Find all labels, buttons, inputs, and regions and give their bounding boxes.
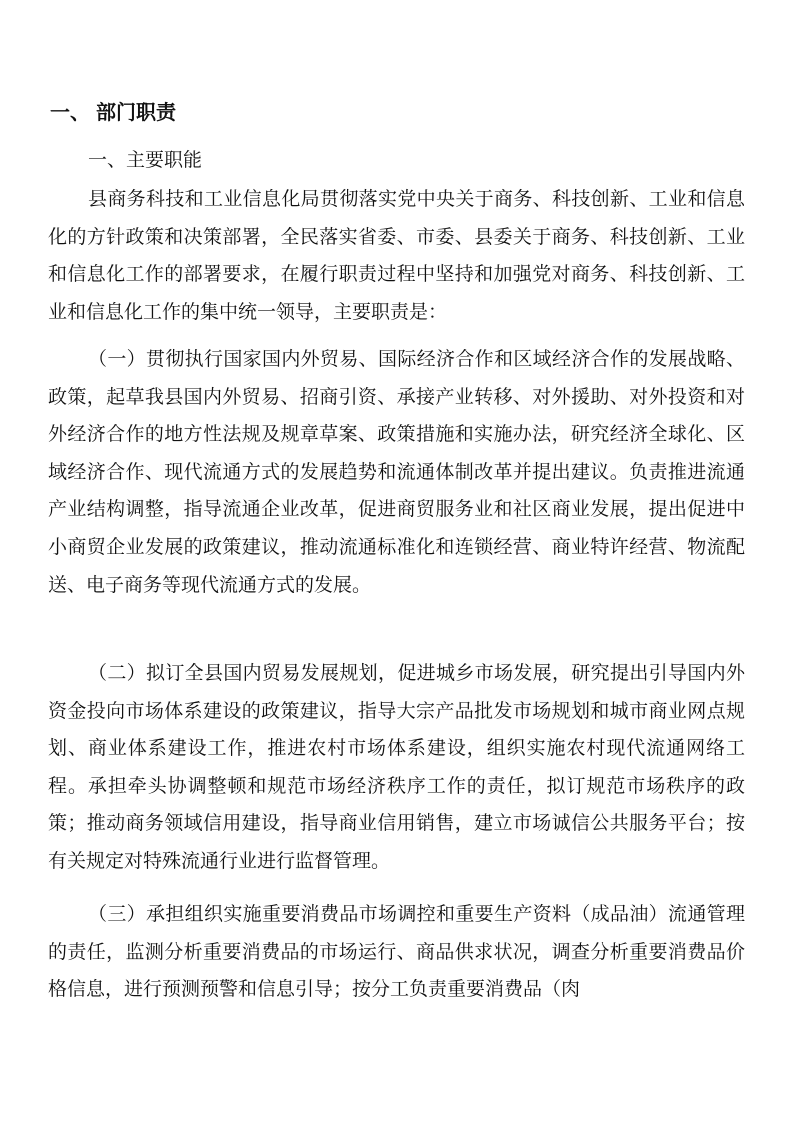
duty-paragraph-3: （三）承担组织实施重要消费品市场调控和重要生产资料（成品油）流通管理的责任，监测分析重要消费品的市场运行、商品供求状况，调查分析重要消费品价格信息，进行预测预警和信息引导；按分工负责重要消费品（肉 (48, 903, 745, 1001)
section-title: 部门职责 (96, 100, 176, 124)
section-heading (50, 98, 176, 126)
section-number: 一、 (50, 100, 90, 124)
duty-paragraph-2: （二）拟订全县国内贸易发展规划，促进城乡市场发展，研究提出引导国内外资金投向市场体系建设的政策建议，指导大宗产品批发市场规划和城市商业网点规划、商业体系建设工作，推进农村市场体系建设，组织实施农村现代流通网络工程。承担牵头协调整顿和规范市场经济秩序工作的责任，拟订规范市场秩序的政策；推动商务领域信用建设，指导商业信用销售，建立市场诚信公共服务平台；按有关规定对特殊流通行业进行监督管理。 (48, 662, 745, 872)
subsection-heading: 一、主要职能 (88, 149, 203, 171)
duty-paragraph-1: （一）贯彻执行国家国内外贸易、国际经济合作和区域经济合作的发展战略、政策，起草我县国内外贸易、招商引资、承接产业转移、对外援助、对外投资和对外经济合作的地方性法规及规章草案、政策措施和实施办法，研究经济全球化、区域经济合作、现代流通方式的发展趋势和流通体制改革并提出建议。负责推进流通产业结构调整，指导流通企业改革，促进商贸服务业和社区商业发展，提出促进中小商贸企业发展的政策建议，推动流通标准化和连锁经营、商业特许经营、物流配送、电子商务等现代流通方式的发展。 (48, 348, 745, 596)
intro-paragraph: 县商务科技和工业信息化局贯彻落实党中央关于商务、科技创新、工业和信息化的方针政策和决策部署，全民落实省委、市委、县委关于商务、科技创新、工业和信息化工作的部署要求，在履行职责过程中坚持和加强党对商务、科技创新、工业和信息化工作的集中统一领导，主要职责是： (48, 188, 745, 323)
